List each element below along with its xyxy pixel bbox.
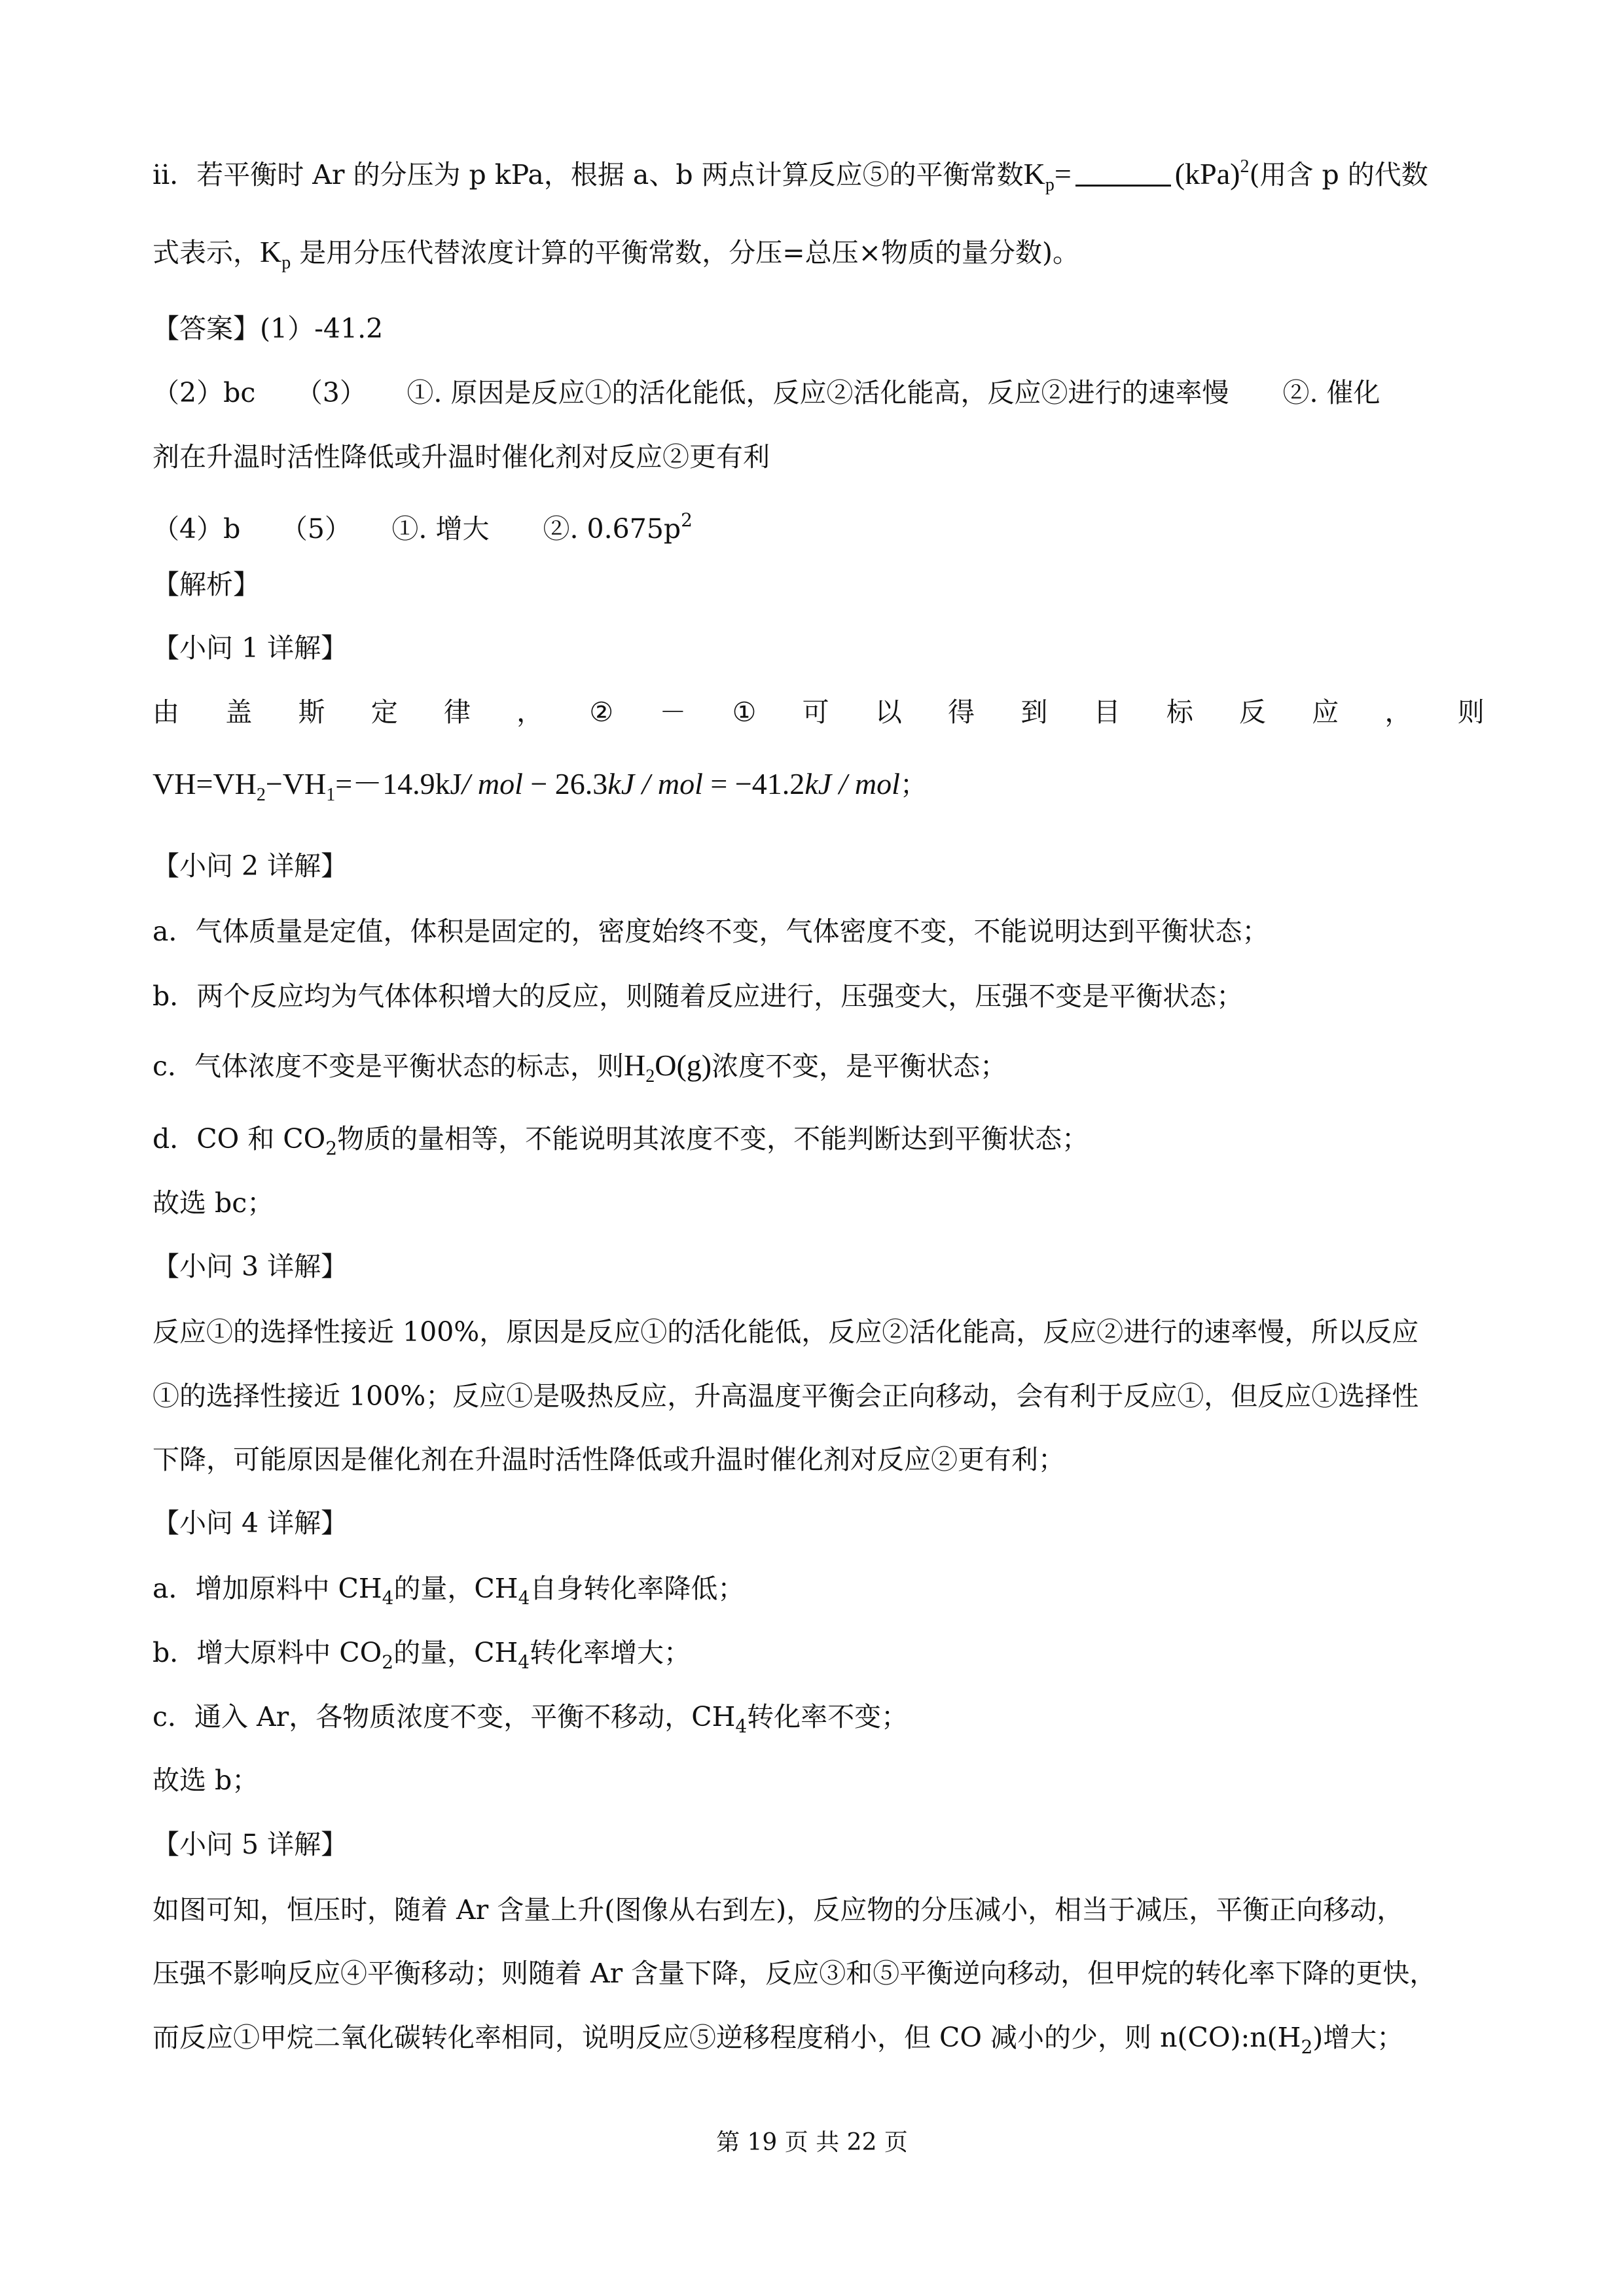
q5-line-3: 而反应①甲烷二氧化碳转化率相同，说明反应⑤逆移程度稍小，但 CO 减小的少，则 $n(CO):n(H_2)$增大； — [153, 2022, 1404, 2058]
q4-header: 【小问 4 详解】 — [153, 1507, 348, 1539]
intro-text: ii．若平衡时 Ar 的分压为 p kPa，根据 a、b 两点计算反应⑤的平衡常数 — [153, 159, 1024, 190]
q4-option-c: c．通入 Ar，各物质浓度不变，平衡不移动，$CH_4$转化率不变； — [153, 1701, 909, 1737]
q4-option-b: b．增大原料中 $CO_2$的量，$CH_4$转化率增大； — [153, 1637, 691, 1673]
page-footer: 第 19 页 共 22 页 — [716, 2129, 908, 2156]
answer-line-4: （4）b （5） ①. 增大 ②. $0.675p^2$ — [153, 509, 693, 545]
q3-line-1: 反应①的选择性接近 100%，原因是反应①的活化能低，反应②活化能高，反应②进行的速率慢，所以反应 — [153, 1316, 1419, 1348]
answer-line-1: 【答案】(1）-41.2 — [153, 313, 384, 344]
q2-option-c: c．气体浓度不变是平衡状态的标志，则$H_2O(g)$浓度不变，是平衡状态； — [153, 1049, 1007, 1086]
q5-header: 【小问 5 详解】 — [153, 1829, 348, 1860]
q2-option-a: a．气体质量是定值，体积是固定的，密度始终不变，气体密度不变，不能说明达到平衡状态； — [153, 916, 1269, 947]
intro-line-2: 式表示，$K_p$ 是用分压代替浓度计算的平衡常数，分压=总压×物质的量分数)。 — [153, 235, 1079, 273]
q2-option-d: d．CO 和 $CO_2$物质的量相等，不能说明其浓度不变，不能判断达到平衡状态； — [153, 1123, 1089, 1159]
kp-symbol-2: $K_p$ — [260, 235, 291, 273]
kp-symbol: $K_p$ — [1023, 157, 1055, 195]
kp-unit: (kPa)$^2$ — [1174, 156, 1250, 190]
q1-sentence: 由 盖 斯 定 律 ， ② － ① 可 以 得 到 目 标 反 应 ， 则 — [153, 696, 1485, 728]
q2-choice: 故选 bc； — [153, 1187, 274, 1219]
answer-line-3: 剂在升温时活性降低或升温时催化剂对反应②更有利 — [153, 441, 770, 473]
q1-equation: $VH=VH_2-VH_1=-14.9kJ/$ mol − 26.3kJ / mol = −41.2kJ / mol； — [153, 767, 927, 805]
analysis-header: 【解析】 — [153, 569, 260, 600]
fill-blank[interactable] — [1075, 158, 1171, 187]
q3-header: 【小问 3 详解】 — [153, 1251, 348, 1282]
q2-option-b: b．两个反应均为气体体积增大的反应，则随着反应进行，压强变大，压强不变是平衡状态； — [153, 980, 1244, 1012]
equals-sign: = — [1054, 157, 1072, 190]
q4-choice: 故选 b； — [153, 1765, 259, 1796]
q5-line-1: 如图可知，恒压时，随着 Ar 含量上升(图像从右到左)，反应物的分压减小，相当于减压，平衡正向移动， — [153, 1894, 1404, 1926]
q3-line-3: 下降，可能原因是催化剂在升温时活性降低或升温时催化剂对反应②更有利； — [153, 1444, 1065, 1475]
q4-option-a: a．增加原料中 $CH_4$的量，$CH_4$自身转化率降低； — [153, 1573, 745, 1609]
q2-header: 【小问 2 详解】 — [153, 850, 348, 882]
q1-header: 【小问 1 详解】 — [153, 632, 348, 664]
q3-line-2: ①的选择性接近 100%；反应①是吸热反应，升高温度平衡会正向移动，会有利于反应①，但反应①选择性 — [153, 1380, 1419, 1412]
answer-line-2: （2）bc （3） ①. 原因是反应①的活化能低，反应②活化能高，反应②进行的速率慢 ②. 催化 — [153, 377, 1380, 408]
q5-line-2: 压强不影响反应④平衡移动；则随着 Ar 含量下降，反应③和⑤平衡逆向移动，但甲烷的转化率下降的更快， — [153, 1958, 1437, 1989]
intro-line-1: ii．若平衡时 Ar 的分压为 p kPa，根据 a、b 两点计算反应⑤的平衡常数$K_p= (kPa)^2$(用含 p 的代数 — [153, 156, 1428, 195]
